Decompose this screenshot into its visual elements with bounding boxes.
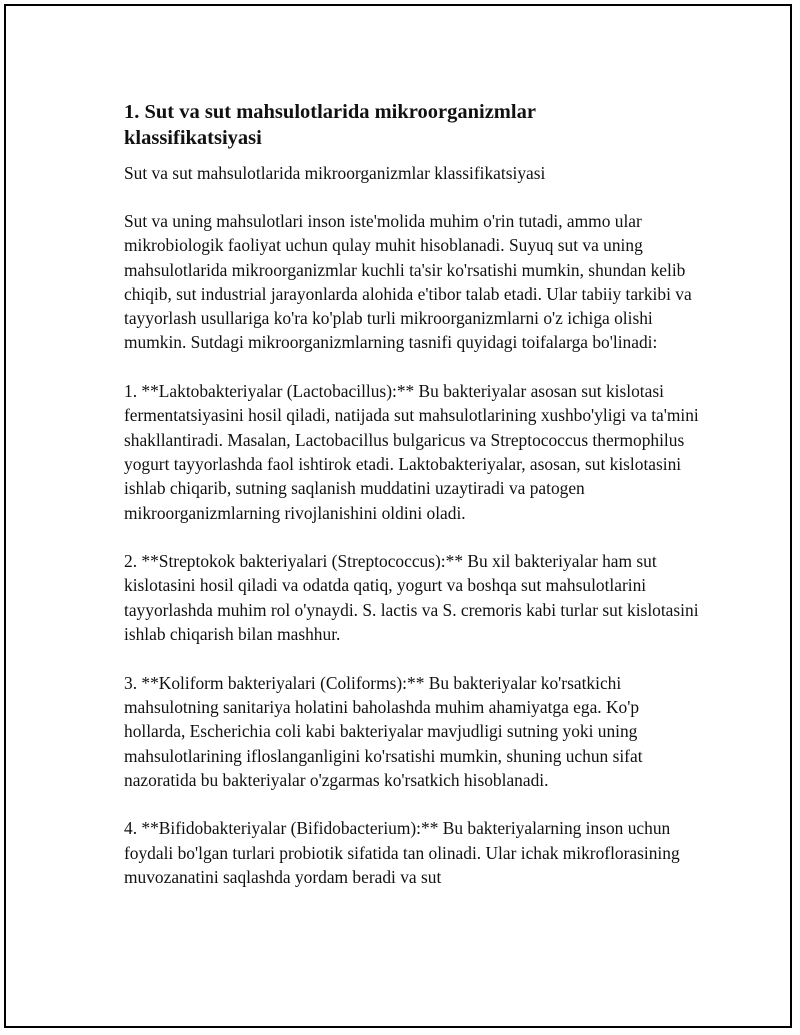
section-heading xyxy=(124,99,700,151)
intro-paragraph: Sut va uning mahsulotlari inson iste'molida muhim o'rin tutadi, ammo ular mikrobiologik faoliyat uchun qulay muhit hisoblanadi. Suyuq sut va uning mahsulotlarida mikroorganizmlar kuchli ta'sir ko'rsatishi mumkin, shundan kelib chiqib, sut industrial jarayonlarda alohida e'tibor talab etadi. Ular tabiiy tarkibi va tayyorlash usullariga ko'ra ko'plab turli mikroorganizmlarni o'z ichiga olishi mumkin. Sutdagi mikroorganizmlarning tasnifi quyidagi toifalarga bo'linadi: xyxy=(124,211,692,353)
paragraph-coliforms: 3. **Koliform bakteriyalari (Coliforms):** Bu bakteriyalar ko'rsatkichi mahsulotning sanitariya holatini baholashda muhim ahamiyatga ega. Ko'p hollarda, Escherichia coli kabi bakteriyalar mavjudligi sutning yoki uning mahsulotlarining ifloslanganligini ko'rsatishi mumkin, shuning uchun sifat nazoratida bu bakteriyalar o'zgarmas ko'rsatkich hisoblanadi. xyxy=(124,672,643,790)
paragraph-bifidobacterium: 4. **Bifidobakteriyalar (Bifidobacterium):** Bu bakteriyalarning inson uchun foydali bo'lgan turlari probiotik sifatida tan olinadi. Ular ichak mikroflorasining muvozanatini saqlashda yordam beradi va sut xyxy=(124,818,680,888)
document-body xyxy=(124,99,700,889)
page-frame xyxy=(4,4,792,1028)
section-subtitle: Sut va sut mahsulotlarida mikroorganizmlar klassifikatsiyasi xyxy=(124,163,546,183)
paragraph-lactobacillus: 1. **Laktobakteriyalar (Lactobacillus):** Bu bakteriyalar asosan sut kislotasi fermentatsiyasini hosil qiladi, natijada sut mahsulotlarining xushbo'yligi va ta'mini shakllantiradi. Masalan, Lactobacillus bulgaricus va Streptococcus thermophilus yogurt tayyorlashda faol ishtirok etadi. Laktobakteriyalar, asosan, sut kislotasini ishlab chiqarib, sutning saqlanish muddatini uzaytiradi va patogen mikroorganizmlarning rivojlanishini oldini oladi. xyxy=(124,381,699,523)
section-heading-line-1: 1. Sut va sut mahsulotlarida mikroorganizmlar xyxy=(124,101,536,123)
paragraph-streptococcus: 2. **Streptokok bakteriyalari (Streptococcus):** Bu xil bakteriyalar ham sut kislotasini hosil qiladi va odatda qatiq, yogurt va boshqa sut mahsulotlarini tayyorlashda muhim rol o'ynaydi. S. lactis va S. cremoris kabi turlar sut kislotasini ishlab chiqarish bilan mashhur. xyxy=(124,551,699,645)
section-heading-line-2: klassifikatsiyasi xyxy=(124,127,262,149)
